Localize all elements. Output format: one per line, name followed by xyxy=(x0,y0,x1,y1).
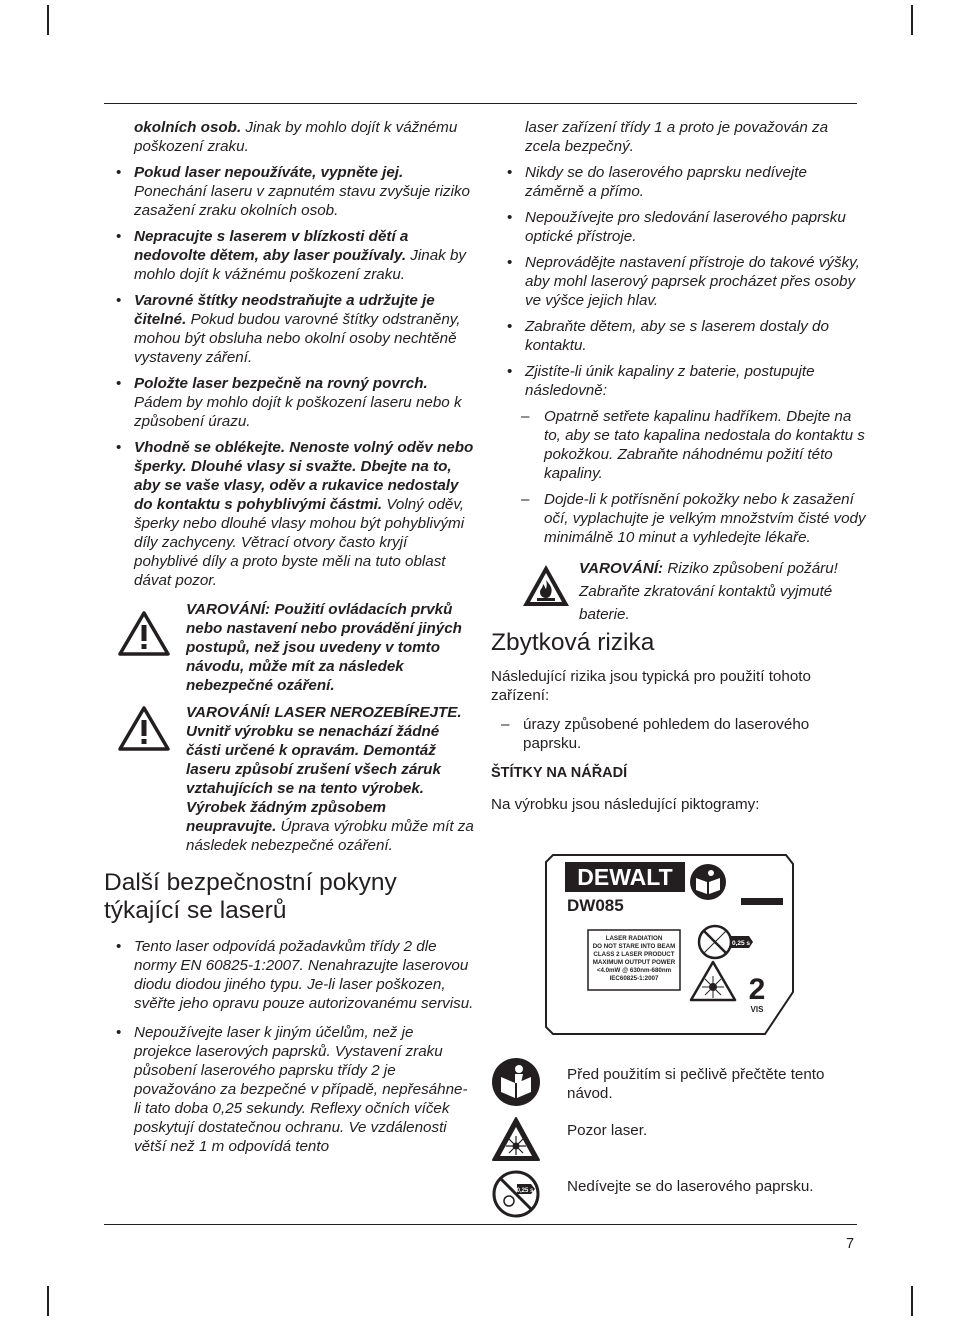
crop-mark xyxy=(911,1286,913,1316)
dash-list xyxy=(491,407,866,547)
bullet-text: Nepoužívejte pro sledování laserového paprsku optické přístroje. xyxy=(525,209,846,245)
list-item: – úrazy způsobené pohledem do laserového paprsku. xyxy=(501,716,810,752)
list-item: • Položte laser bezpečně na rovný povrch. Pádem by mohlo dojít k poškození laseru nebo k způsobení úrazu. xyxy=(116,375,462,430)
fire-warning-line: baterie. xyxy=(579,606,630,623)
fire-warning-line: Riziko způsobení požáru! xyxy=(663,560,838,577)
fire-warning-text xyxy=(579,557,866,626)
time-text: 0,25 s xyxy=(516,1188,534,1194)
bullet-rest: Pokud budou varovné štítky odstraněny, mohou být obsluha nebo okolní osoby nechtěně vystaveny záření. xyxy=(134,311,461,366)
class-number: 2 xyxy=(748,973,766,1006)
header-rule xyxy=(104,103,857,104)
section-title: Další bezpečnostní pokyny týkající se laserů xyxy=(104,869,397,924)
list-item: • Neprovádějte nastavení přístroje do takové výšky, aby mohl laserový paprsek procházet přes osoby ve výšce jejich hlav. xyxy=(507,254,860,309)
bullet-bold: Položte laser bezpečně na rovný povrch. xyxy=(134,375,428,392)
residual-intro: Následující rizika jsou typická pro použití tohoto zařízení: xyxy=(491,668,811,704)
list-item: • Nepracujte s laserem v blízkosti dětí a nedovolte dětem, aby laser používaly. Jinak by mohlo dojít k vážnému poškození zraku. xyxy=(116,228,466,283)
dash-text: Dojde-li k potřísnění pokožky nebo k zasažení očí, vyplachujte je velkým množstvím čisté vody minimálně 10 minut a vyhledejte lékaře. xyxy=(544,491,866,546)
warning-block xyxy=(104,703,474,855)
bullet-rest: Volný oděv, šperky nebo dlouhé vlasy mohou být pohyblivými díly zachyceny. Větrací otvory často kryjí pohyblivé díly a proto byste měli na tuto oblast dávat pozor. xyxy=(134,496,465,589)
bullet-bold: Pokud laser nepoužíváte, vypněte jej. xyxy=(134,164,404,181)
bullet-bold: Nepracujte s laserem v blízkosti dětí a nedovolte dětem, aby laser používaly. xyxy=(134,228,409,264)
warning-text xyxy=(186,703,474,855)
left-column xyxy=(104,118,474,1163)
bullet-rest: Ponechání laseru v zapnutém stavu zvyšuje riziko zasažení zraku okolních osob. xyxy=(134,183,470,219)
warning-block xyxy=(104,600,474,695)
model-text: DW085 xyxy=(567,896,624,915)
fire-warning xyxy=(491,557,866,627)
dash-text: Opatrně setřete kapalinu hadříkem. Dbejte na to, aby se tato kapalina nedostala do kontaktu s pokožkou. Zabraňte náhodnému požití této kapaliny. xyxy=(544,408,865,482)
list-item: – Dojde-li k potřísnění pokožky nebo k zasažení očí, vyplachujte je velkým množstvím čisté vody minimálně 10 minut a vyhledejte lékaře. xyxy=(521,491,866,546)
page-number: 7 xyxy=(846,1236,855,1252)
crop-mark xyxy=(47,1286,49,1316)
radiation-line: DO NOT STARE INTO BEAM xyxy=(592,943,676,950)
bullet-text: Neprovádějte nastavení přístroje do takové výšky, aby mohl laserový paprsek procházet přes osoby ve výšce jejich hlav. xyxy=(525,254,860,309)
labels-intro: Na výrobku jsou následující piktogramy: xyxy=(491,796,760,813)
warning-rest: Úprava výrobku může mít za následek nebezpečné ozáření. xyxy=(186,818,474,854)
right-column xyxy=(491,118,866,1217)
list-item: – Opatrně setřete kapalinu hadříkem. Dbejte na to, aby se tato kapalina nedostala do kontaktu s pokožkou. Zabraňte náhodnému požití této kapaliny. xyxy=(521,408,865,482)
warning-bold: VAROVÁNÍ: Použití ovládacích prvků nebo nastavení nebo provádění jiných postupů, než jsou uvedeny v tomto návodu, může mít za následek nebezpečné ozáření. xyxy=(186,601,462,694)
list-item: • Vhodně se oblékejte. Nenoste volný oděv nebo šperky. Dlouhé vlasy si svažte. Dbejte na to, aby se vaše vlasy, oděv a rukavice nedostaly do kontaktu s pohyblivými částmi. Volný oděv, šperky nebo dlouhé vlasy mohou být pohyblivými díly zachyceny. Větrací otvory často kryjí pohyblivé díly a proto byste měli na tuto oblast dávat pozor. xyxy=(116,439,474,589)
warning-triangle-icon xyxy=(118,610,170,656)
warning-bold: VAROVÁNÍ! LASER NEROZEBÍREJTE. Uvnitř výrobku se nenachází žádné části určené k opravám. Demontáž laseru způsobí zrušení všech záruk vztahujících se na tento výrobek. Výrobek žádným způsobem neupravujte. xyxy=(186,704,462,835)
barcode-strip xyxy=(741,898,783,905)
crop-mark xyxy=(47,5,49,35)
intro-bold: okolních osob. xyxy=(134,119,242,136)
warning-triangle-icon xyxy=(118,705,170,751)
list-item: • Nikdy se do laserového paprsku nedívejte záměrně a přímo. xyxy=(507,164,807,200)
right-bullet-list xyxy=(491,163,866,400)
no-stare-beam-icon xyxy=(699,926,753,958)
no-stare-beam-icon xyxy=(491,1169,541,1219)
residual-list xyxy=(491,715,866,753)
bullet-bold: Vhodně se oblékejte. Nenoste volný oděv nebo šperky. Dlouhé vlasy si svažte. Dbejte na to, aby se vaše vlasy, oděv a rukavice nedostaly do kontaktu s pohyblivými částmi. xyxy=(134,439,474,513)
bullet-rest: Pádem by mohlo dojít k poškození laseru nebo k způsobení úrazu. xyxy=(134,394,462,430)
bullet-text: Nepoužívejte laser k jiným účelům, než je projekce laserových paprsků. Vystavení zraku působení laserového paprsku třídy 2 je považováno za bezpečné v případě, nepřesáhne-li tato doba 0,25 sekundy. Reflexy očních víček poskytují dostatečnou ochranu. Ve vzdálenosti větší než 1 m odpovídá tento xyxy=(134,1024,468,1155)
fire-warning-line: Zabraňte zkratování kontaktů vyjmuté xyxy=(579,583,833,600)
radiation-line: CLASS 2 LASER PRODUCT xyxy=(593,951,675,958)
laser-bullet-list xyxy=(104,937,474,1156)
pictogram-text: Před použitím si pečlivě přečtěte tento návod. xyxy=(567,1066,825,1102)
class-suffix: VIS xyxy=(750,1005,764,1014)
radiation-line: IEC60825-1:2007 xyxy=(609,975,659,982)
read-manual-icon xyxy=(491,1057,541,1107)
bullet-text: Zabraňte dětem, aby se s laserem dostaly do kontaktu. xyxy=(525,318,829,354)
fire-hazard-icon xyxy=(521,563,571,608)
list-item: • Tento laser odpovídá požadavkům třídy 2 dle normy EN 60825-1:2007. Nenahrazujte laserovou diodu diodou jiného typu. Je-li laser poškozen, svěřte jeho opravu pouze autorizovanému servisu. xyxy=(116,938,474,1012)
intro-continuation xyxy=(104,118,474,156)
warning-text xyxy=(186,600,474,695)
radiation-line: <4.0mW @ 630nm-680nm xyxy=(596,967,672,974)
brand-text: DEWALT xyxy=(577,864,673,890)
list-item: • Pokud laser nepoužíváte, vypněte jej. Ponechání laseru v zapnutém stavu zvyšuje riziko zasažení zraku okolních osob. xyxy=(116,164,470,219)
laser-warning-icon xyxy=(691,962,735,1000)
list-item: • Nepoužívejte laser k jiným účelům, než je projekce laserových paprsků. Vystavení zraku působení laserového paprsku třídy 2 je považováno za bezpečné v případě, nepřesáhne-li tato doba 0,25 sekundy. Reflexy očních víček poskytují dostatečnou ochranu. Ve vzdálenosti větší než 1 m odpovídá tento xyxy=(116,1024,468,1155)
read-manual-icon xyxy=(690,864,726,900)
product-label-graphic xyxy=(543,852,796,1037)
list-item: • Zabraňte dětem, aby se s laserem dostaly do kontaktu. xyxy=(507,318,829,354)
product-label xyxy=(543,852,796,1037)
pictogram-legend xyxy=(491,1057,866,1217)
radiation-line: LASER RADIATION xyxy=(605,935,663,942)
labels-heading: ŠTÍTKY NA NÁŘADÍ xyxy=(491,765,628,781)
time-text: 0,25 s xyxy=(731,940,751,947)
bullet-text: Zjistíte-li únik kapaliny z baterie, postupujte následovně: xyxy=(525,363,815,399)
fire-warning-bold: VAROVÁNÍ: xyxy=(579,560,664,577)
footer-rule xyxy=(104,1224,857,1225)
pictogram-text: Nedívejte se do laserového paprsku. xyxy=(567,1178,814,1195)
section-title: Zbytková rizika xyxy=(491,629,655,656)
laser-warning-icon xyxy=(491,1115,541,1165)
list-item: • Varovné štítky neodstraňujte a udržujte je čitelné. Pokud budou varovné štítky odstraněny, mohou být obsluha nebo okolní osoby nechtěně vystaveny záření. xyxy=(116,292,461,366)
bullet-rest: Jinak by mohlo dojít k vážnému poškození zraku. xyxy=(134,247,466,283)
bullet-bold: Varovné štítky neodstraňujte a udržujte je čitelné. xyxy=(134,292,435,328)
list-item: • Zjistíte-li únik kapaliny z baterie, postupujte následovně: xyxy=(507,363,815,399)
list-item: • Nepoužívejte pro sledování laserového paprsku optické přístroje. xyxy=(507,209,846,245)
pictogram-text: Pozor laser. xyxy=(567,1122,648,1139)
bullet-text: Tento laser odpovídá požadavkům třídy 2 dle normy EN 60825-1:2007. Nenahrazujte laserovou diodu diodou jiného typu. Je-li laser poškozen, svěřte jeho opravu pouze autorizovanému servisu. xyxy=(134,938,474,1012)
crop-mark xyxy=(911,5,913,35)
radiation-line: MAXIMUM OUTPUT POWER xyxy=(592,959,676,966)
residual-text: úrazy způsobené pohledem do laserového paprsku. xyxy=(523,716,810,752)
intro-rest: Jinak by mohlo dojít k vážnému poškození zraku. xyxy=(134,119,458,155)
bullet-text: Nikdy se do laserového paprsku nedívejte záměrně a přímo. xyxy=(525,164,807,200)
right-continuation: laser zařízení třídy 1 a proto je považován za zcela bezpečný. xyxy=(525,119,829,155)
safety-bullet-list xyxy=(104,163,474,590)
